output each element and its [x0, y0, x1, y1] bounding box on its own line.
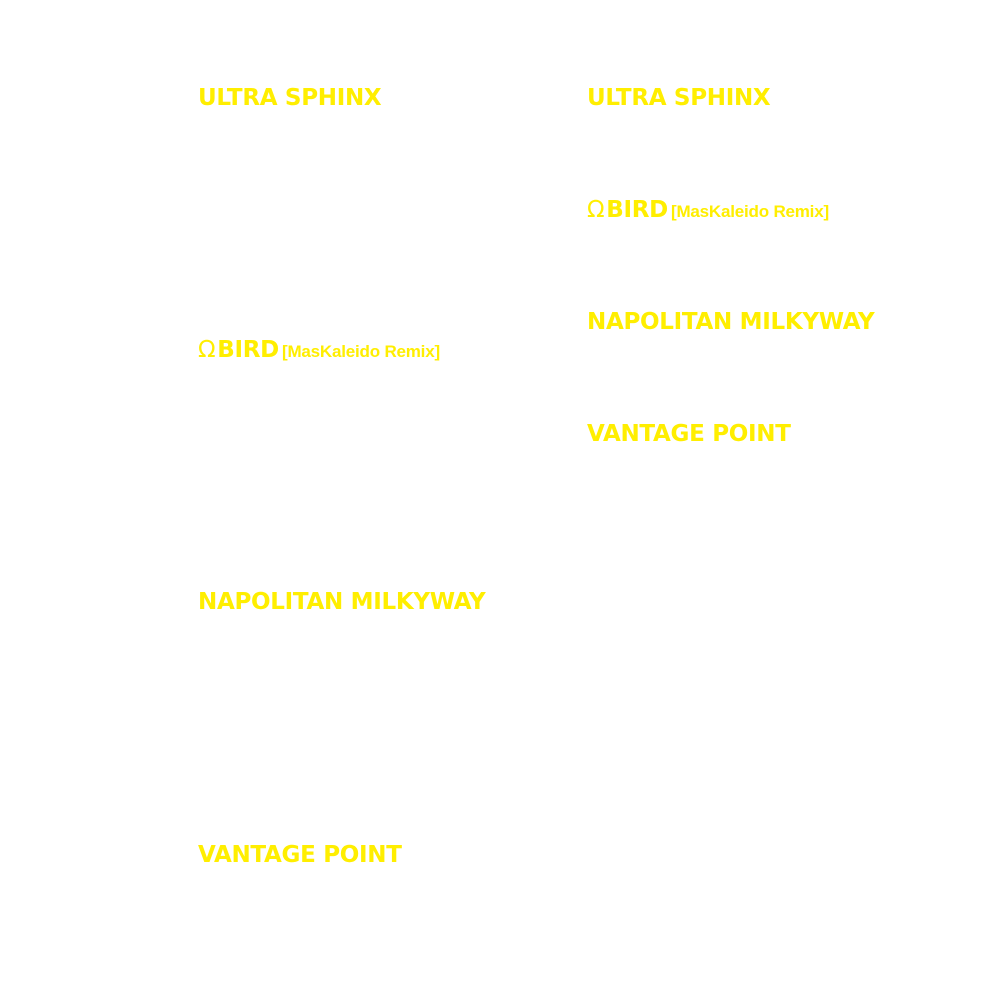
song-title-ultra-sphinx	[587, 84, 770, 112]
omega-symbol: Ω	[198, 337, 216, 363]
remix-label: [MasKaleido Remix]	[281, 342, 440, 361]
song-title-text: VANTAGE POINT	[587, 421, 791, 447]
song-title-text: NAPOLITAN MILKYWAY	[198, 589, 486, 615]
song-title-text: ULTRA SPHINX	[587, 85, 771, 111]
song-title-text: BIRD	[217, 337, 279, 363]
remix-label: [MasKaleido Remix]	[670, 202, 829, 221]
song-title-napolitan-milkyway	[587, 308, 874, 336]
omega-symbol: Ω	[587, 197, 605, 223]
song-title-omega-bird	[587, 196, 829, 226]
song-title-vantage-point	[587, 420, 791, 448]
song-title-text: BIRD	[606, 197, 668, 223]
song-title-text: VANTAGE POINT	[198, 842, 402, 868]
song-title-text: NAPOLITAN MILKYWAY	[587, 309, 875, 335]
song-title-text: ULTRA SPHINX	[198, 85, 382, 111]
